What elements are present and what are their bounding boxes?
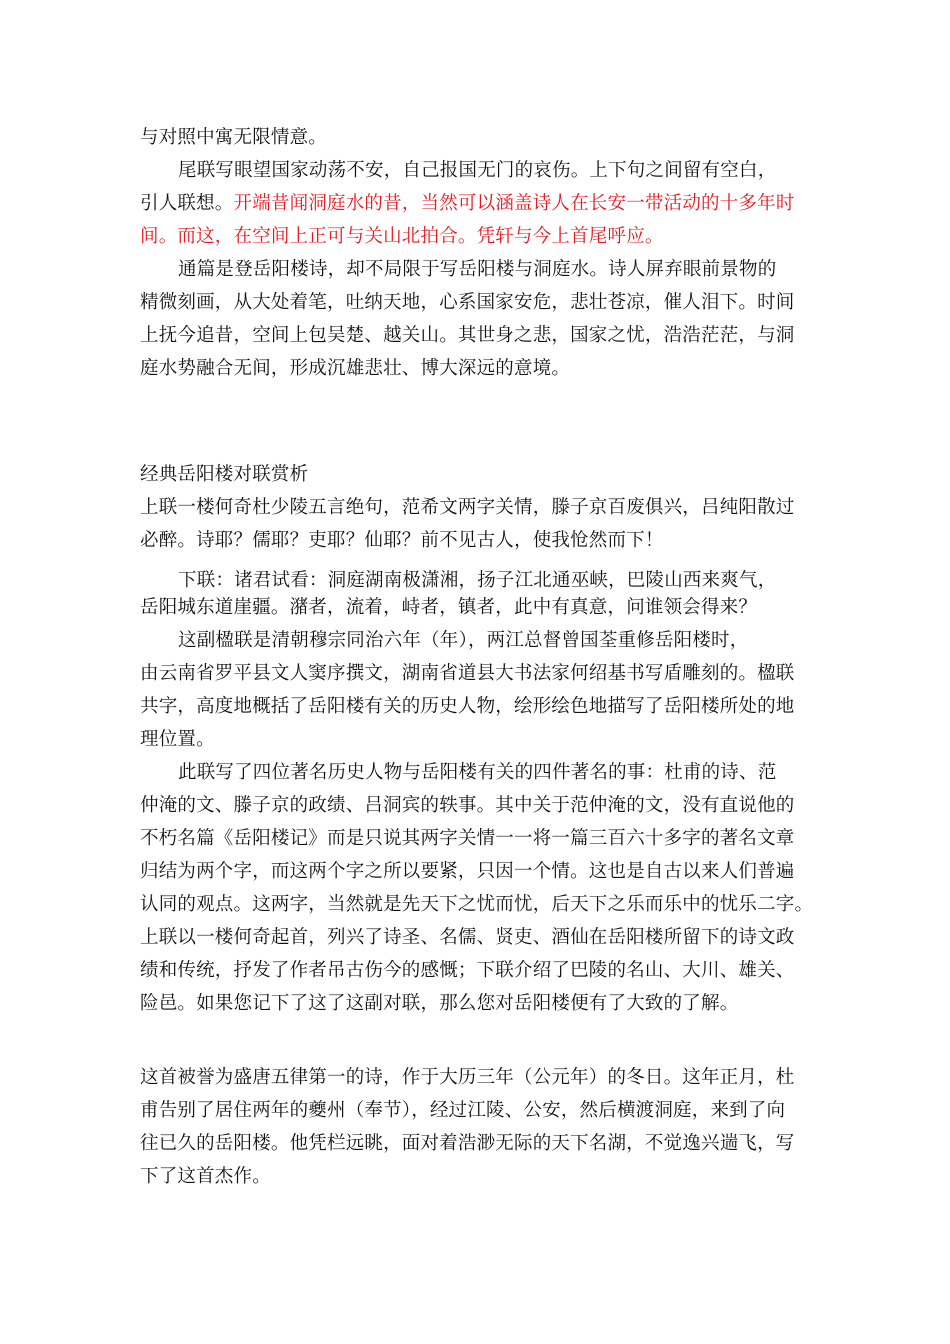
paragraph-line: 通篇是登岳阳楼诗，却不局限于写岳阳楼与洞庭水。诗人屏弃眼前景物的 (178, 259, 777, 280)
paragraph-line: 下了这首杰作。 (140, 1166, 271, 1187)
paragraph-line: 上抚今追昔，空间上包吴楚、越关山。其世身之悲，国家之忧，浩浩茫茫，与洞 (140, 325, 795, 346)
highlighted-line: 间。而这，在空间上正可与关山北拍合。凭轩与今上首尾呼应。 (140, 226, 664, 247)
paragraph-line: 不朽名篇《岳阳楼记》而是只说其两字关情一一将一篇三百六十多字的著名文章 (140, 828, 795, 849)
paragraph-line: 精微刻画，从大处着笔，吐纳天地，心系国家安危，悲壮苍凉，催人泪下。时间 (140, 292, 795, 313)
paragraph-line: 此联写了四位著名历史人物与岳阳楼有关的四件著名的事：杜甫的诗、范 (178, 762, 777, 783)
paragraph-line-mixed (140, 192, 795, 216)
paragraph-line: 险邑。如果您记下了这了这副对联，那么您对岳阳楼便有了大致的了解。 (140, 993, 739, 1014)
paragraph-line: 庭水势融合无间，形成沉雄悲壮、博大深远的意境。 (140, 358, 571, 379)
paragraph-line: 必醉。诗耶？儒耶？吏耶？仙耶？前不见古人，使我怆然而下！ (140, 530, 664, 551)
paragraph-line: 绩和传统，抒发了作者吊古伤今的感慨；下联介绍了巴陵的名山、大川、雄关、 (140, 960, 795, 981)
paragraph-line: 由云南省罗平县文人窦序撰文，湖南省道县大书法家何绍基书写盾雕刻的。楹联 (140, 663, 795, 684)
paragraph-line: 往已久的岳阳楼。他凭栏远眺，面对着浩渺无际的天下名湖，不觉逸兴遄飞，写 (140, 1133, 795, 1154)
paragraph-line: 岳阳城东道崖疆。潴者，流着，峙者，镇者，此中有真意，问谁领会得来？ (140, 597, 758, 618)
paragraph-line: 尾联写眼望国家动荡不安，自己报国无门的哀伤。上下句之间留有空白， (178, 160, 777, 181)
paragraph-line: 这首被誉为盛唐五律第一的诗，作于大历三年（公元年）的冬日。这年正月，杜 (140, 1067, 795, 1088)
paragraph-text: 引人联想。 (140, 193, 234, 214)
section-heading: 经典岳阳楼对联赏析 (140, 464, 309, 485)
paragraph-line: 下联：诸君试看：洞庭湖南极潇湘，扬子江北通巫峡，巴陵山西来爽气， (178, 570, 777, 591)
paragraph-line: 甫告别了居住两年的夔州（奉节），经过江陵、公安，然后横渡洞庭，来到了向 (140, 1100, 786, 1121)
paragraph-line: 上联一楼何奇杜少陵五言绝句，范希文两字关情，滕子京百废俱兴，吕纯阳散过 (140, 497, 795, 518)
paragraph-line: 仲淹的文、滕子京的政绩、吕洞宾的轶事。其中关于范仲淹的文，没有直说他的 (140, 795, 795, 816)
paragraph-line: 共字，高度地概括了岳阳楼有关的历史人物，绘形绘色地描写了岳阳楼所处的地 (140, 696, 795, 717)
paragraph-line: 理位置。 (140, 729, 215, 750)
paragraph-line: 上联以一楼何奇起首，列兴了诗圣、名儒、贤吏、酒仙在岳阳楼所留下的诗文政 (140, 927, 795, 948)
highlighted-text: 开端昔闻洞庭水的昔，当然可以涵盖诗人在长安一带活动的十多年时 (233, 193, 795, 214)
paragraph-line: 归结为两个字，而这两个字之所以要紧，只因一个情。这也是自古以来人们普遍 (140, 861, 795, 882)
paragraph-line: 这副楹联是清朝穆宗同治六年（年），两江总督曾国荃重修岳阳楼时， (178, 630, 749, 651)
paragraph-line: 与对照中寓无限情意。 (140, 127, 328, 148)
paragraph-line: 认同的观点。这两字，当然就是先天下之忧而忧，后天下之乐而乐中的忧乐二字。 (140, 894, 814, 915)
